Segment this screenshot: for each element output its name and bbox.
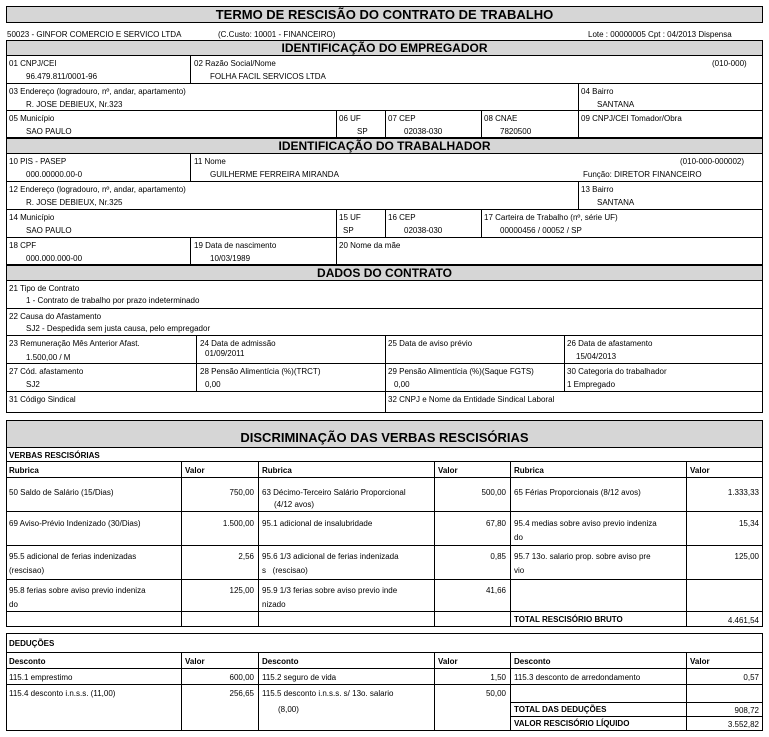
- verbas-rubrica: 63 Décimo-Terceiro Salário Proporcional: [262, 488, 406, 497]
- contract-causa-label: 22 Causa do Afastamento: [9, 312, 102, 321]
- verbas-valor: 500,00: [481, 488, 506, 497]
- verbas-rubrica: 65 Férias Proporcionais (8/12 avos): [514, 488, 641, 497]
- deducao-desc-cont: (8,00): [278, 705, 299, 714]
- worker-cep-label: 16 CEP: [388, 213, 416, 222]
- deducao-desc: 115.3 desconto de arredondamento: [514, 673, 641, 682]
- employer-uf-label: 06 UF: [339, 114, 361, 123]
- worker-uf-label: 15 UF: [339, 213, 361, 222]
- contract-remun: 1.500,00 / M: [26, 353, 71, 362]
- contract-categoria: 1 Empregado: [567, 380, 616, 389]
- verbas-total-label: TOTAL RESCISÓRIO BRUTO: [514, 615, 623, 624]
- contract-entidade-label: 32 CNPJ e Nome da Entidade Sindical Laboral: [388, 395, 555, 404]
- verbas-rubrica: 69 Aviso-Prévio Indenizado (30/Dias): [9, 519, 141, 528]
- verbas-valor: 0,85: [490, 552, 506, 561]
- contract-sindical-label: 31 Código Sindical: [9, 395, 76, 404]
- company-name: 50023 - GINFOR COMERCIO E SERVICO LTDA: [7, 30, 182, 39]
- deducao-valor: 50,00: [485, 689, 506, 698]
- deducoes-col-valor-1: Valor: [185, 657, 205, 666]
- deducoes-col-valor-3: Valor: [690, 657, 710, 666]
- verbas-col-rubrica-3: Rubrica: [514, 466, 544, 475]
- contract-aviso-label: 25 Data de aviso prévio: [388, 339, 473, 348]
- employer-cnpj: 96.479.811/0001-96: [26, 72, 98, 81]
- liquido-label: VALOR RESCISÓRIO LÍQUIDO: [514, 719, 630, 728]
- verbas-col-rubrica-2: Rubrica: [262, 466, 292, 475]
- verbas-valor: 15,34: [738, 519, 759, 528]
- worker-municipio: SAO PAULO: [26, 226, 72, 235]
- employer-razao-label: 02 Razão Social/Nome: [194, 59, 276, 68]
- verbas-valor: 750,00: [229, 488, 254, 497]
- worker-nome-code: (010-000-000002): [680, 157, 745, 166]
- section-discrimination: DISCRIMINAÇÃO DAS VERBAS RESCISÓRIAS: [6, 420, 763, 448]
- deducoes-total-label: TOTAL DAS DEDUÇÕES: [514, 705, 607, 714]
- contract-cod-label: 27 Cód. afastamento: [9, 367, 84, 376]
- deducao-desc: 115.5 desconto i.n.s.s. s/ 13o. salario: [262, 689, 394, 698]
- deducao-desc: 115.1 emprestimo: [9, 673, 73, 682]
- verbas-rubrica: 95.4 medias sobre aviso previo indeniza: [514, 519, 657, 528]
- verbas-col-rubrica-1: Rubrica: [9, 466, 39, 475]
- verbas-valor: 1.333,33: [727, 488, 759, 497]
- contract-causa: SJ2 - Despedida sem justa causa, pelo empregador: [26, 324, 211, 333]
- verbas-rubrica-cont: do: [9, 600, 18, 609]
- deducao-valor: 600,00: [229, 673, 254, 682]
- deducoes-total: 908,72: [734, 706, 759, 715]
- deducao-valor: 256,65: [229, 689, 254, 698]
- worker-nome-label: 11 Nome: [194, 157, 226, 166]
- contract-admissao: 01/09/2011: [205, 349, 245, 358]
- page-title: TERMO DE RESCISÃO DO CONTRATO DE TRABALHO: [6, 6, 763, 23]
- employer-uf: SP: [357, 127, 368, 136]
- section-employer: IDENTIFICAÇÃO DO EMPREGADOR: [6, 40, 763, 56]
- worker-municipio-label: 14 Município: [9, 213, 55, 222]
- employer-municipio-label: 05 Município: [9, 114, 55, 123]
- verbas-total: 4.461,54: [727, 616, 759, 625]
- worker-funcao: Função: DIRETOR FINANCEIRO: [583, 170, 702, 179]
- verbas-rubrica-cont: nizado: [262, 600, 286, 609]
- verbas-valor: 125,00: [734, 552, 759, 561]
- contract-categoria-label: 30 Categoria do trabalhador: [567, 367, 667, 376]
- deducao-valor: 1,50: [490, 673, 506, 682]
- worker-endereco-label: 12 Endereço (logradouro, nº, andar, apartamento): [9, 185, 186, 194]
- verbas-rubrica: 95.1 adicional de insalubridade: [262, 519, 373, 528]
- section-contract: DADOS DO CONTRATO: [6, 265, 763, 281]
- verbas-rubrica-cont: s (rescisao): [262, 566, 308, 575]
- worker-cep: 02038-030: [404, 226, 443, 235]
- worker-nasc: 10/03/1989: [210, 254, 251, 263]
- employer-bairro-label: 04 Bairro: [581, 87, 614, 96]
- verbas-valor: 41,66: [485, 586, 506, 595]
- worker-bairro: SANTANA: [597, 198, 635, 207]
- contract-pensao-label: 28 Pensão Alimentícia (%)(TRCT): [200, 367, 321, 376]
- verbas-rubrica: 95.9 1/3 ferias sobre aviso previo inde: [262, 586, 398, 595]
- verbas-heading: VERBAS RESCISÓRIAS: [9, 451, 100, 460]
- verbas-valor: 67,80: [485, 519, 506, 528]
- deducao-desc: 115.4 desconto i.n.s.s. (11,00): [9, 689, 116, 698]
- verbas-col-valor-1: Valor: [185, 466, 205, 475]
- verbas-rubrica-cont: (4/12 avos): [274, 500, 315, 509]
- verbas-valor: 1.500,00: [222, 519, 254, 528]
- worker-nasc-label: 19 Data de nascimento: [194, 241, 277, 250]
- verbas-rubrica-cont: (rescisao): [9, 566, 45, 575]
- contract-remun-label: 23 Remuneração Mês Anterior Afast.: [9, 339, 140, 348]
- contract-afast-label: 26 Data de afastamento: [567, 339, 653, 348]
- deducao-desc: 115.2 seguro de vida: [262, 673, 337, 682]
- worker-pis-label: 10 PIS - PASEP: [9, 157, 67, 166]
- deducoes-col-valor-2: Valor: [438, 657, 458, 666]
- worker-ctps: 00000456 / 00052 / SP: [500, 226, 582, 235]
- worker-cpf: 000.000.000-00: [26, 254, 83, 263]
- employer-bairro: SANTANA: [597, 100, 635, 109]
- employer-razao-code: (010-000): [712, 59, 747, 68]
- worker-cpf-label: 18 CPF: [9, 241, 37, 250]
- verbas-rubrica: 95.8 ferias sobre aviso previo indeniza: [9, 586, 146, 595]
- verbas-rubrica: 50 Saldo de Salário (15/Dias): [9, 488, 114, 497]
- verbas-col-valor-2: Valor: [438, 466, 458, 475]
- deducao-valor: 0,57: [743, 673, 759, 682]
- verbas-col-valor-3: Valor: [690, 466, 710, 475]
- employer-cnae-label: 08 CNAE: [484, 114, 518, 123]
- worker-nome: GUILHERME FERREIRA MIRANDA: [210, 170, 339, 179]
- contract-cod: SJ2: [26, 380, 40, 389]
- verbas-box: [6, 447, 763, 627]
- section-worker: IDENTIFICAÇÃO DO TRABALHADOR: [6, 138, 763, 154]
- employer-razao: FOLHA FACIL SERVICOS LTDA: [210, 72, 326, 81]
- employer-tomador-label: 09 CNPJ/CEI Tomador/Obra: [581, 114, 682, 123]
- verbas-rubrica: 95.5 adicional de ferias indenizadas: [9, 552, 137, 561]
- employer-cep-label: 07 CEP: [388, 114, 416, 123]
- employer-cep: 02038-030: [404, 127, 443, 136]
- contract-pensao: 0,00: [205, 380, 221, 389]
- worker-endereco: R. JOSE DEBIEUX, Nr.325: [26, 198, 123, 207]
- worker-mae-label: 20 Nome da mãe: [339, 241, 401, 250]
- verbas-valor: 2,56: [238, 552, 254, 561]
- contract-tipo-label: 21 Tipo de Contrato: [9, 284, 80, 293]
- deducoes-col-desc-1: Desconto: [9, 657, 46, 666]
- contract-pensao-fgts-label: 29 Pensão Alimentícia (%)(Saque FGTS): [388, 367, 534, 376]
- contract-admissao-label: 24 Data de admissão: [200, 339, 276, 348]
- employer-cnpj-label: 01 CNPJ/CEI: [9, 59, 57, 68]
- verbas-rubrica: 95.6 1/3 adicional de ferias indenizada: [262, 552, 399, 561]
- deducoes-col-desc-2: Desconto: [262, 657, 299, 666]
- worker-bairro-label: 13 Bairro: [581, 185, 614, 194]
- contract-tipo: 1 - Contrato de trabalho por prazo indeterminado: [26, 296, 200, 305]
- verbas-rubrica-cont: vio: [514, 566, 525, 575]
- cost-center: (C.Custo: 10001 - FINANCEIRO): [218, 30, 336, 39]
- worker-uf: SP: [343, 226, 354, 235]
- verbas-rubrica: 95.7 13o. salario prop. sobre aviso pre: [514, 552, 651, 561]
- verbas-valor: 125,00: [229, 586, 254, 595]
- contract-pensao-fgts: 0,00: [394, 380, 410, 389]
- employer-endereco-label: 03 Endereço (logradouro, nº, andar, apartamento): [9, 87, 186, 96]
- liquido-value: 3.552,82: [727, 720, 759, 729]
- contract-afast: 15/04/2013: [576, 352, 617, 361]
- worker-ctps-label: 17 Carteira de Trabalho (nº, série UF): [484, 213, 618, 222]
- verbas-rubrica-cont: do: [514, 533, 523, 542]
- employer-municipio: SAO PAULO: [26, 127, 72, 136]
- deducoes-col-desc-3: Desconto: [514, 657, 551, 666]
- worker-pis: 000.00000.00-0: [26, 170, 83, 179]
- employer-cnae: 7820500: [500, 127, 532, 136]
- lot-info: Lote : 00000005 Cpt : 04/2013 Dispensa: [588, 30, 732, 39]
- employer-endereco: R. JOSE DEBIEUX, Nr.323: [26, 100, 123, 109]
- deducoes-heading: DEDUÇÕES: [9, 639, 55, 648]
